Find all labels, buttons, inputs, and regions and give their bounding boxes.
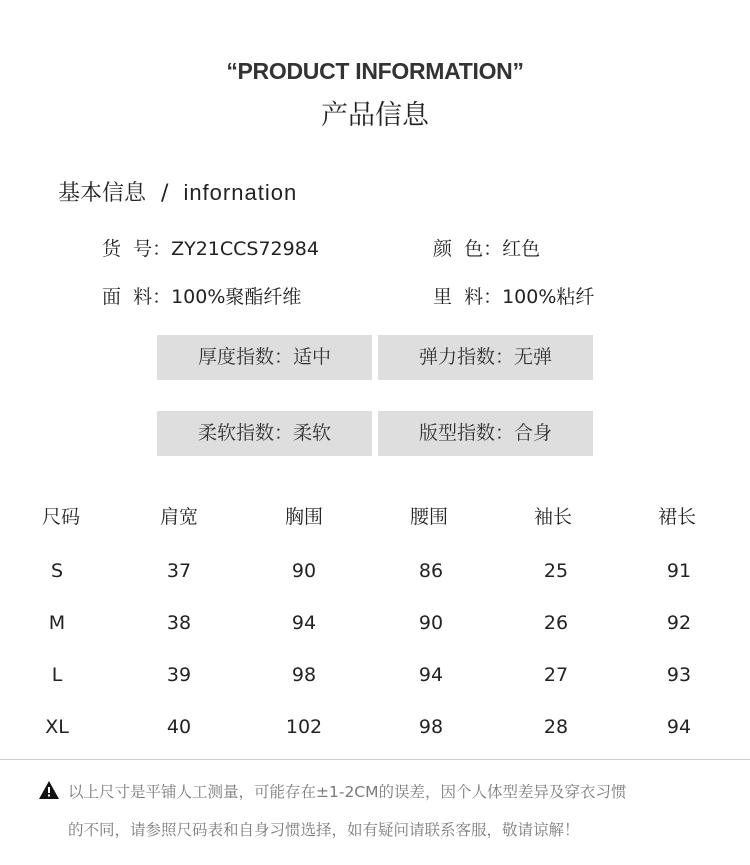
cell-skirt-length: 94 [666, 716, 692, 738]
header-sleeve: 袖长 [533, 506, 572, 528]
product-information-subtitle: 产品信息 [321, 100, 429, 131]
header-chest: 胸围 [284, 506, 323, 528]
cell-chest: 94 [291, 612, 317, 634]
cell-waist: 90 [418, 612, 444, 634]
cell-size: M [48, 612, 66, 634]
cell-shoulder: 37 [166, 560, 192, 582]
cell-waist: 98 [418, 716, 444, 738]
basic-info-heading [58, 176, 297, 207]
cell-skirt-length: 91 [666, 560, 692, 582]
cell-waist: 86 [418, 560, 444, 582]
cell-skirt-length: 93 [666, 664, 692, 686]
header-shoulder: 肩宽 [159, 506, 198, 528]
cell-size: L [51, 664, 63, 686]
basic-info-heading-cn: 基本信息 [58, 181, 147, 206]
fabric-info: 面 料：100%聚酯纤维 [102, 286, 302, 308]
header-skirt-length: 裙长 [657, 506, 696, 528]
lining-info: 里 料：100%粘纤 [433, 286, 595, 308]
cell-sleeve: 25 [543, 560, 569, 582]
header-size: 尺码 [41, 506, 80, 528]
size-note-line2: 的不同，请参照尺码表和自身习惯选择，如有疑问请联系客服，敬请谅解！ [68, 821, 580, 839]
fit-index-tag: 版型指数：合身 [378, 411, 593, 456]
cell-sleeve: 26 [543, 612, 569, 634]
softness-index-tag: 柔软指数：柔软 [157, 411, 372, 456]
elasticity-index-tag: 弹力指数：无弹 [378, 335, 593, 380]
item-number: 货 号：ZY21CCS72984 [102, 238, 319, 260]
product-information-title: “PRODUCT INFORMATION” [226, 58, 524, 84]
color-info: 颜 色：红色 [433, 238, 541, 260]
header-waist: 腰围 [409, 506, 448, 528]
basic-info-heading-en: infornation [183, 180, 298, 205]
cell-shoulder: 40 [166, 716, 192, 738]
footer-divider [0, 759, 750, 760]
cell-shoulder: 39 [166, 664, 192, 686]
cell-sleeve: 28 [543, 716, 569, 738]
thickness-index-tag: 厚度指数：适中 [157, 335, 372, 380]
cell-chest: 98 [291, 664, 317, 686]
cell-chest: 90 [291, 560, 317, 582]
basic-info-separator: / [161, 181, 169, 206]
cell-size: S [50, 560, 64, 582]
cell-skirt-length: 92 [666, 612, 692, 634]
cell-sleeve: 27 [543, 664, 569, 686]
size-note-line1: 以上尺寸是平铺人工测量，可能存在±1-2CM的误差，因个人体型差异及穿衣习惯 [68, 783, 627, 801]
cell-waist: 94 [418, 664, 444, 686]
cell-chest: 102 [285, 716, 323, 738]
cell-size: XL [45, 716, 69, 738]
cell-shoulder: 38 [166, 612, 192, 634]
warning-icon [38, 780, 60, 800]
